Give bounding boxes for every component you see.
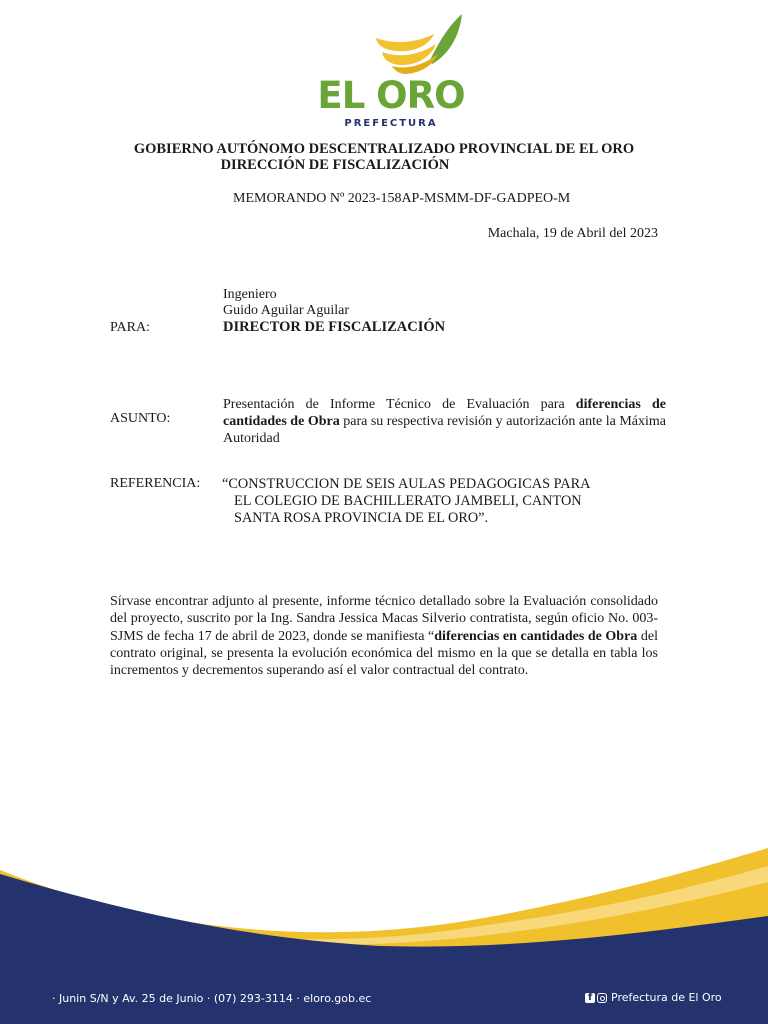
asunto-text-b: para su respectiva revisión y autorización ante la Máxima Autoridad (223, 414, 666, 446)
asunto-bold: diferencias de cantidades de Obra (223, 397, 666, 429)
body-text-a: Sírvase encontrar adjunto al presente, informe técnico detallado sobre la Evaluación consolidado del proyecto, suscrito por la Ing. Sandra Jessica Macas Silverio contratista, según oficio No. 003-SJMS de fecha 17 de abril de 2023, donde se manifiesta “ (110, 594, 658, 644)
instagram-icon (597, 993, 607, 1003)
facebook-icon: f (585, 993, 595, 1003)
body-bold: diferencias en cantidades de Obra (434, 628, 638, 644)
asunto-text (223, 396, 666, 447)
logo-name: EL ORO (317, 74, 465, 117)
department-title: DIRECCIÓN DE FISCALIZACIÓN (220, 157, 450, 173)
referencia-line1: “CONSTRUCCION DE SEIS AULAS PEDAGOGICAS PARA (222, 476, 591, 492)
institution-title: GOBIERNO AUTÓNOMO DESCENTRALIZADO PROVINCIAL DE EL ORO (133, 141, 635, 157)
prefectura-logo (316, 14, 476, 129)
footer-social (585, 991, 722, 1004)
place-date: Machala, 19 de Abril del 2023 (487, 226, 658, 241)
memo-number: MEMORANDO Nº 2023-158AP-MSMM-DF-GADPEO-M (233, 191, 571, 206)
recipient-title: Ingeniero (223, 287, 277, 302)
social-handle: Prefectura de El Oro (611, 991, 722, 1004)
body-text-b: del contrato original, se presenta la evolución económica del mismo en la que se detalla en tabla los incrementos y decrementos superando así el valor contractual del contrato. (110, 628, 658, 679)
banana-leaf-icon (372, 14, 462, 76)
referencia-line2: EL COLEGIO DE BACHILLERATO JAMBELI, CANTON (234, 493, 582, 509)
footer-address: · Junin S/N y Av. 25 de Junio · (07) 293-3114 · eloro.gob.ec (52, 992, 372, 1005)
recipient-position: DIRECTOR DE FISCALIZACIÓN (223, 319, 446, 335)
para-label: PARA: (110, 320, 150, 335)
recipient-name: Guido Aguilar Aguilar (223, 303, 349, 318)
body-paragraph (110, 593, 658, 679)
referencia-label: REFERENCIA: (110, 476, 201, 491)
asunto-label: ASUNTO: (110, 411, 171, 426)
referencia-line3: SANTA ROSA PROVINCIA DE EL ORO”. (234, 510, 489, 526)
logo-subtitle: PREFECTURA (344, 118, 438, 129)
asunto-text-a: Presentación de Informe Técnico de Evaluación para (223, 397, 576, 412)
